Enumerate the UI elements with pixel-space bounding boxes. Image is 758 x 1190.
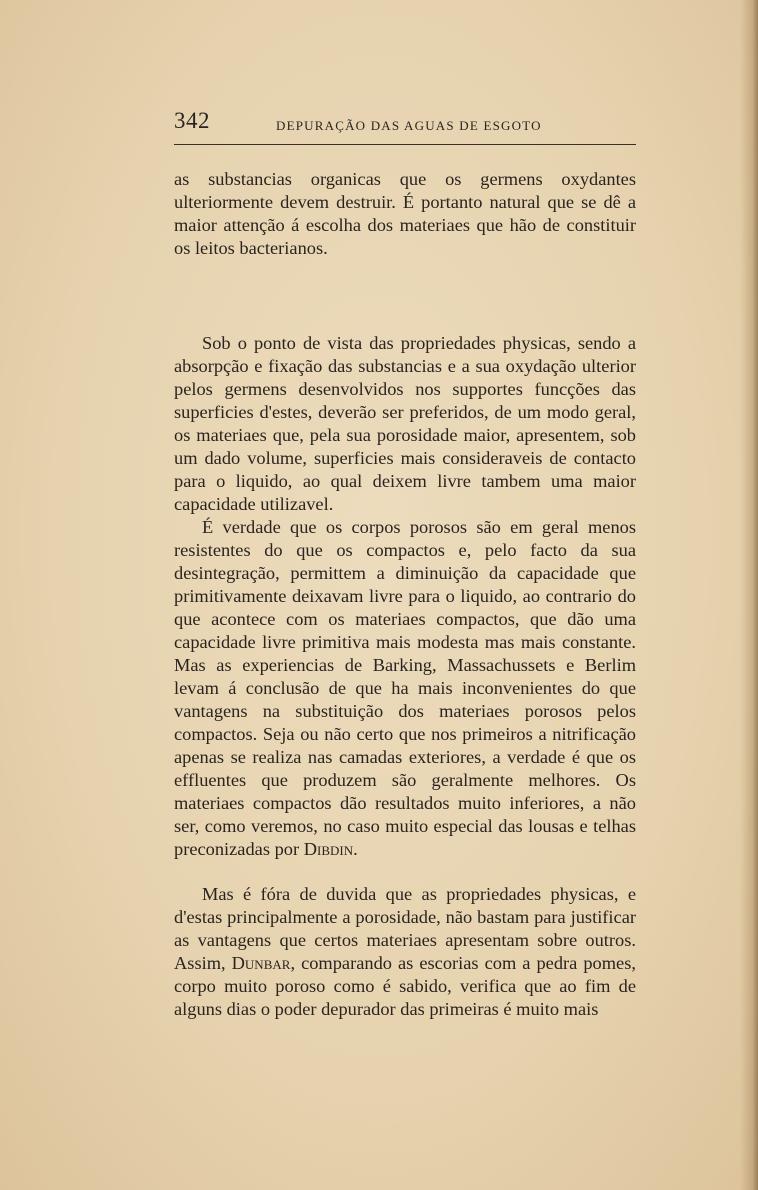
paragraph-2: Sob o ponto de vista das propriedades physicas, sendo a absorpção e fixação das substancias e a sua oxydação ulterior pelos germens desenvolvidos nos supportes funcções das superficies d'estes, deverão ser preferidos, de um modo geral, os materiaes que, pela sua porosidade maior, apresentem, sob um dado volume, superficies mais consideraveis de contacto para o liquido, ao qual deixem livre tambem uma maior capacidade utilizavel. — [174, 333, 636, 514]
page-edge-shadow — [740, 0, 758, 1190]
running-title: DEPURAÇÃO DAS AGUAS DE ESGOTO — [276, 118, 542, 133]
paragraph-4 — [174, 883, 636, 1021]
page-number: 342 — [174, 108, 210, 133]
paragraph-3 — [174, 516, 636, 861]
paragraph-3-text: É verdade que os corpos porosos são em geral menos resistentes do que os compactos e, pelo facto da sua desintegração, permittem a diminuição da capacidade que primitivamente deixavam livre para o liquido, ao contrario do que acontece com os materiaes compactos, que dão uma capacidade livre primitiva mais modesta mas mais constante. Mas as experiencias de Barking, Massachussets e Berlim levam á conclusão de que ha mais inconvenientes do que vantagens na substituição dos materiaes porosos pelos compactos. Seja ou não certo que nos primeiros a nitrificação apenas se realiza nas camadas exteriores, a verdade é que os effluentes que produzem são geralmente melhores. Os materiaes compactos dão resultados muito inferiores, a não ser, como veremos, no caso muito especial das lousas e telhas preconizadas por — [174, 517, 636, 859]
paragraph-4-end: , comparando as escorias com a pedra pomes, corpo muito poroso como é sabido, verifica que ao fim de alguns dias o poder depurador das primeiras é muito mais — [174, 953, 636, 1019]
body-text — [174, 168, 636, 1021]
paragraph-1: as substancias organicas que os germens oxydantes ulteriormente devem destruir. É portanto natural que se dê a maior attenção á escolha dos materiaes que hão de constituir os leitos bacterianos. — [174, 169, 636, 258]
paragraph-4-text: Mas é fóra de duvida que as propriedades physicas, e d'estas principalmente a porosidade, não bastam para justificar as vantagens que certos materiaes apresentam sobre outros. Assim, — [174, 884, 636, 973]
header-rule — [174, 144, 636, 145]
author-name-dibdin: Dibdin — [303, 839, 354, 859]
author-name-dunbar: Dunbar — [231, 953, 291, 973]
page-header — [174, 108, 636, 134]
paragraph-3-end: . — [353, 839, 358, 859]
